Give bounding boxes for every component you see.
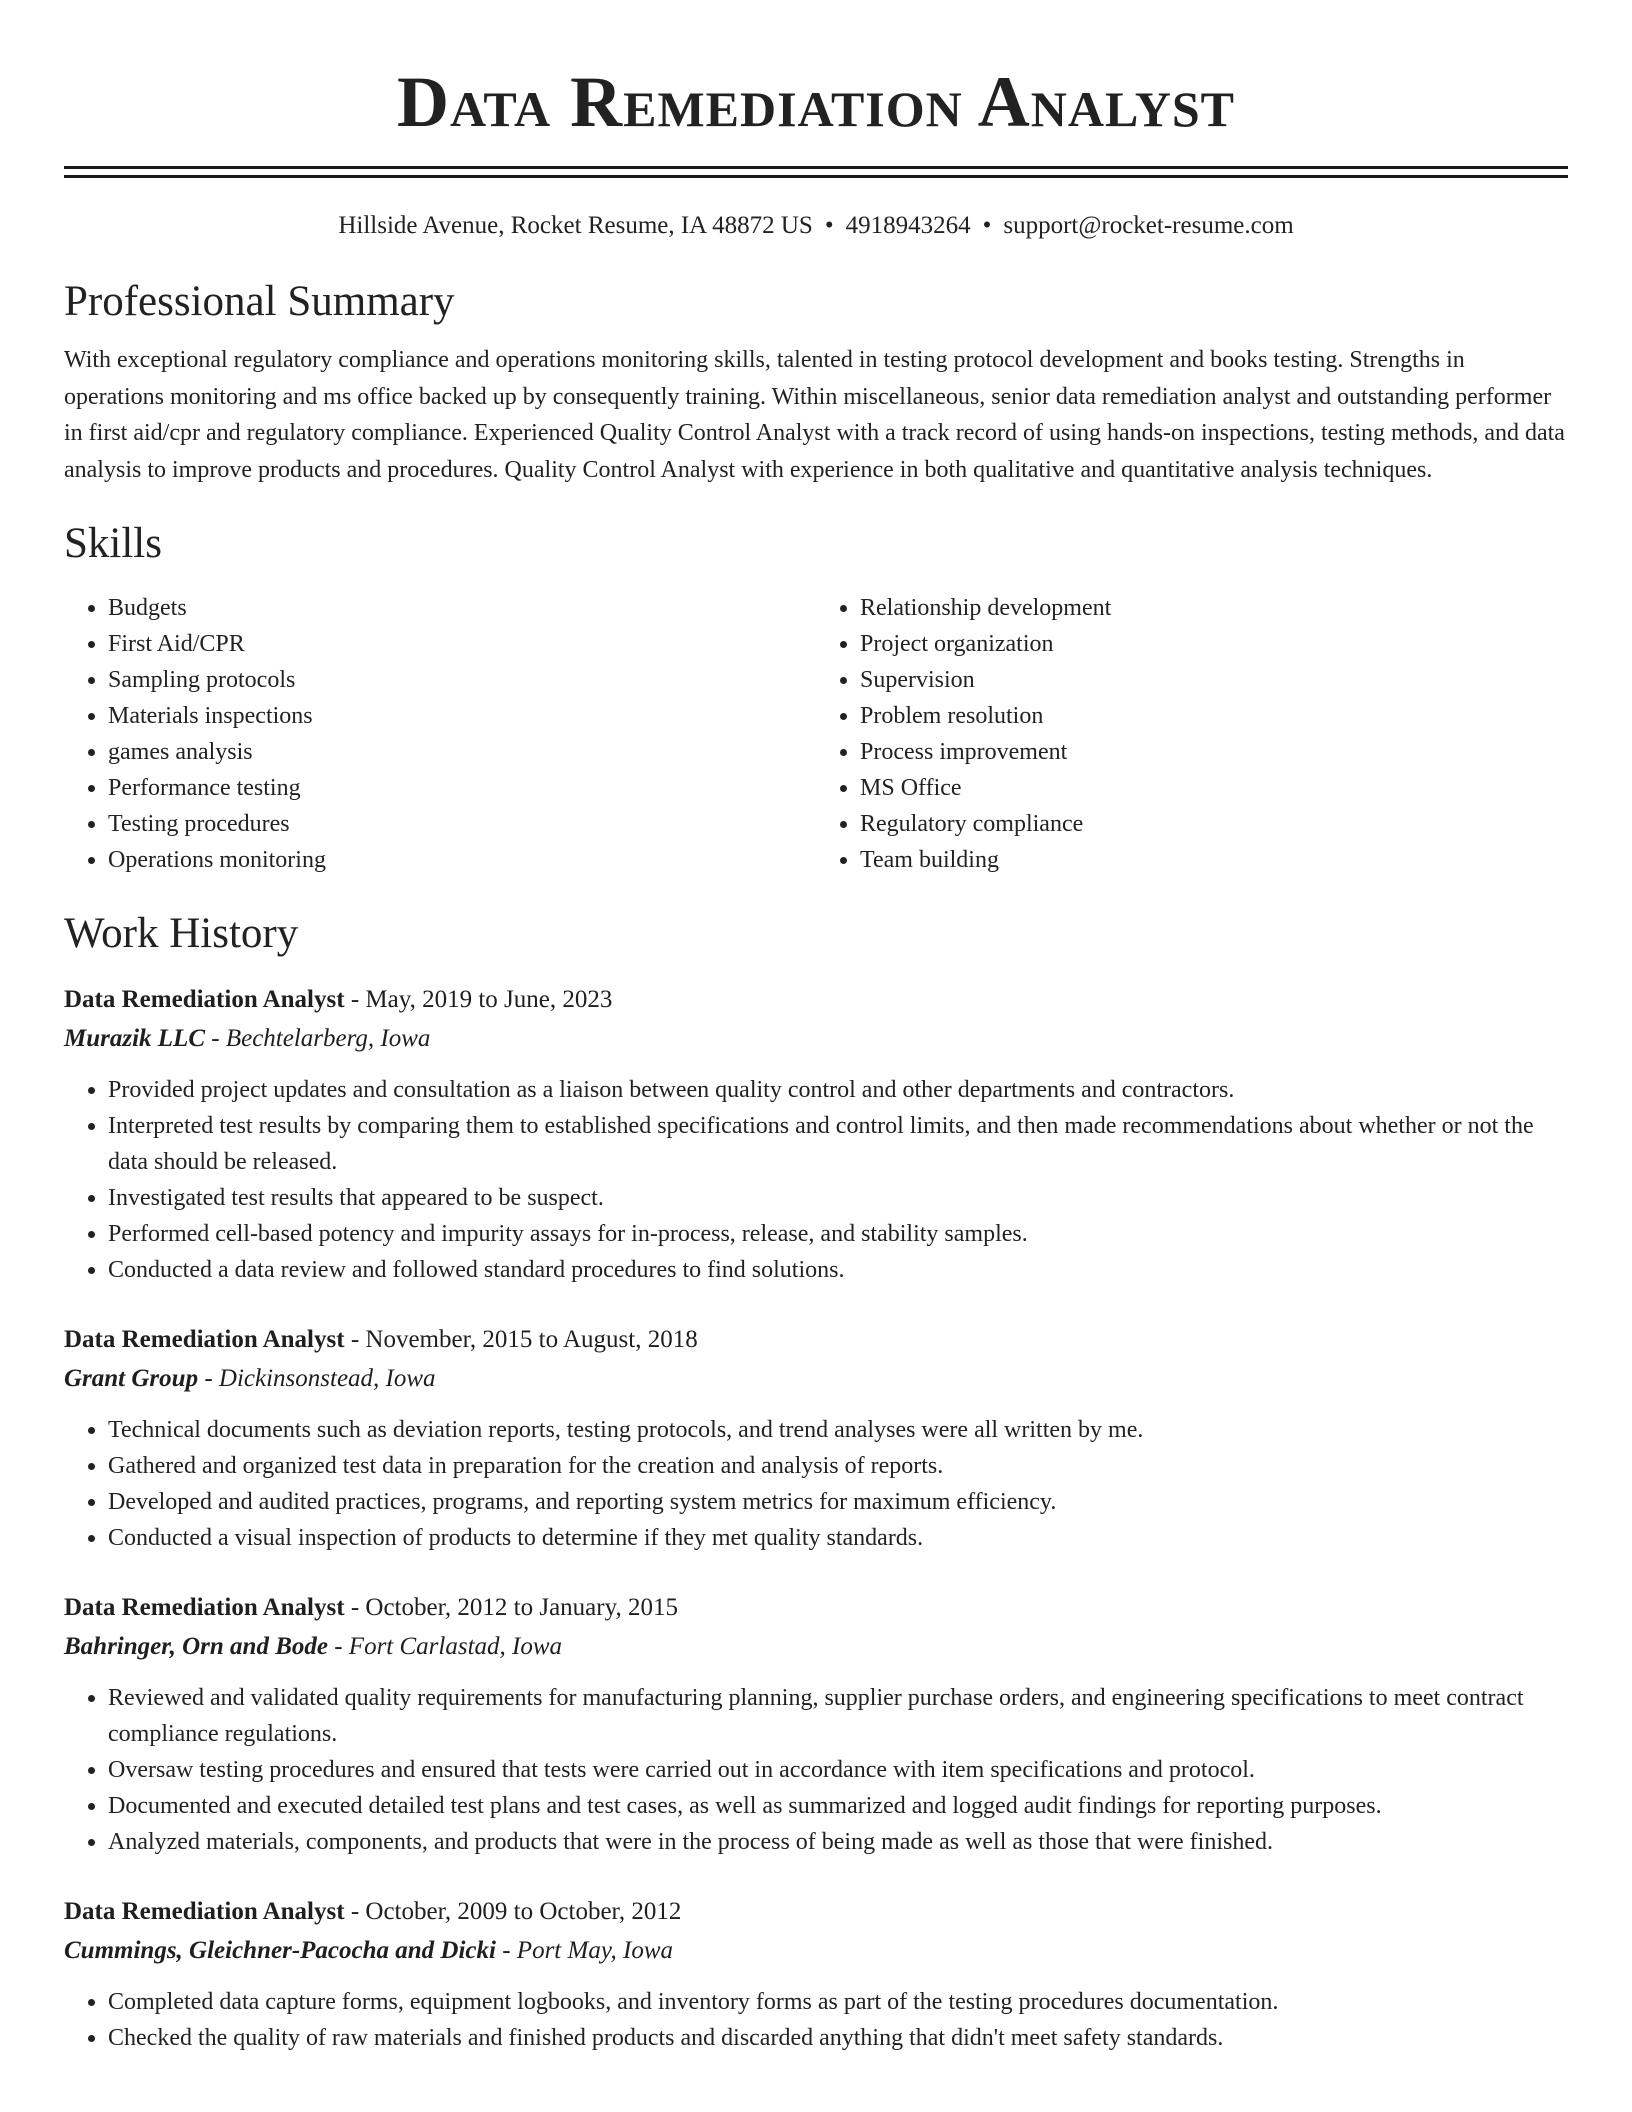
skill-item: • Performance testing [108, 770, 816, 806]
job-title: Data Remediation Analyst [64, 1898, 345, 1925]
job-dash: - [205, 1025, 226, 1052]
skill-item: • Supervision [860, 662, 1568, 698]
job-bullet: • Technical documents such as deviation reports, testing protocols, and trend analyses were all written by me. [108, 1412, 1568, 1448]
skill-item: • MS Office [860, 770, 1568, 806]
job-entry [64, 1588, 1568, 1860]
job-bullets [64, 1412, 1568, 1556]
title-divider-top [64, 166, 1568, 169]
skill-item: • Process improvement [860, 734, 1568, 770]
job-location: Bechtelarberg, Iowa [225, 1025, 431, 1052]
skills-list [64, 590, 1568, 878]
job-bullet: • Performed cell-based potency and impurity assays for in-process, release, and stability samples. [108, 1216, 1568, 1252]
job-bullet: • Provided project updates and consultation as a liaison between quality control and other departments and contractors. [108, 1072, 1568, 1108]
job-entry [64, 1320, 1568, 1556]
job-dates: October, 2009 to October, 2012 [365, 1898, 682, 1925]
job-header [64, 980, 1568, 1020]
skill-item: • Problem resolution [860, 698, 1568, 734]
job-entry [64, 1892, 1568, 2056]
job-dash: - [344, 1326, 366, 1353]
contact-email: support@rocket-resume.com [1003, 212, 1294, 239]
skill-item: • Relationship development [860, 590, 1568, 626]
summary-text: With exceptional regulatory compliance and operations monitoring skills, talented in testing protocol development and books testing. Strengths in operations monitoring and ms office backed up by consequently training. Within miscellaneous, senior data remediation analyst and outstanding performer in first aid/cpr and regulatory compliance. Experienced Quality Control Analyst with a track record of using hands-on inspections, testing methods, and data analysis to improve products and procedures. Quality Control Analyst with experience in both qualitative and quantitative analysis techniques. [64, 347, 1565, 483]
job-bullet: • Checked the quality of raw materials and finished products and discarded anything that didn't meet safety standards. [108, 2020, 1568, 2056]
job-bullet: • Completed data capture forms, equipment logbooks, and inventory forms as part of the testing procedures documentation. [108, 1984, 1568, 2020]
job-bullet: • Conducted a data review and followed standard procedures to find solutions. [108, 1252, 1568, 1288]
job-company-line [64, 1932, 1568, 1970]
job-location: Port May, Iowa [516, 1937, 674, 1964]
job-company: Bahringer, Orn and Bode [64, 1633, 328, 1660]
skills-column-left [64, 590, 816, 878]
contact-separator: • [824, 212, 834, 239]
skill-item: • Budgets [108, 590, 816, 626]
job-dates: November, 2015 to August, 2018 [365, 1326, 698, 1353]
job-bullet: • Oversaw testing procedures and ensured that tests were carried out in accordance with item specifications and protocol. [108, 1752, 1568, 1788]
job-dash: - [198, 1365, 219, 1392]
contact-line [64, 208, 1568, 244]
job-header [64, 1320, 1568, 1360]
job-dash: - [344, 986, 366, 1013]
job-company-line [64, 1628, 1568, 1666]
job-bullet: • Gathered and organized test data in preparation for the creation and analysis of reports. [108, 1448, 1568, 1484]
job-company: Murazik LLC [64, 1025, 206, 1052]
job-company: Grant Group [64, 1365, 199, 1392]
job-location: Fort Carlastad, Iowa [348, 1633, 563, 1660]
resume-title: Data Remediation Analyst [396, 62, 1236, 142]
summary-heading: Professional Summary [64, 278, 455, 325]
job-bullet: • Investigated test results that appeared to be suspect. [108, 1180, 1568, 1216]
job-bullet: • Developed and audited practices, programs, and reporting system metrics for maximum efficiency. [108, 1484, 1568, 1520]
skills-heading: Skills [64, 520, 162, 567]
job-bullet: • Analyzed materials, components, and products that were in the process of being made as well as those that were finished. [108, 1824, 1568, 1860]
job-bullet: • Documented and executed detailed test plans and test cases, as well as summarized and logged audit findings for reporting purposes. [108, 1788, 1568, 1824]
job-dash: - [344, 1594, 366, 1621]
contact-separator: • [982, 212, 992, 239]
job-dash: - [327, 1633, 349, 1660]
job-bullet: • Reviewed and validated quality requirements for manufacturing planning, supplier purchase orders, and engineering specifications to meet contract compliance regulations. [108, 1680, 1568, 1752]
job-bullet: • Conducted a visual inspection of products to determine if they met quality standards. [108, 1520, 1568, 1556]
skill-item: • Regulatory compliance [860, 806, 1568, 842]
job-dates: October, 2012 to January, 2015 [365, 1594, 678, 1621]
contact-address: Hillside Avenue, Rocket Resume, IA 48872 US [338, 212, 813, 239]
job-company: Cummings, Gleichner-Pacocha and Dicki [64, 1937, 496, 1964]
job-entry [64, 980, 1568, 1288]
job-bullets [64, 1984, 1568, 2056]
job-title: Data Remediation Analyst [64, 1594, 345, 1621]
resume-page [64, 0, 1568, 2056]
title-divider-bottom [64, 175, 1568, 178]
skills-column-right [816, 590, 1568, 878]
work-history-heading: Work History [64, 910, 299, 957]
contact-phone: 4918943264 [845, 212, 971, 239]
skill-item: • games analysis [108, 734, 816, 770]
job-company-line [64, 1020, 1568, 1058]
skill-item: • Sampling protocols [108, 662, 816, 698]
skill-item: • First Aid/CPR [108, 626, 816, 662]
job-header [64, 1588, 1568, 1628]
job-dash: - [344, 1898, 366, 1925]
skill-item: • Team building [860, 842, 1568, 878]
job-dash: - [495, 1937, 517, 1964]
job-dates: May, 2019 to June, 2023 [365, 986, 613, 1013]
skill-item: • Project organization [860, 626, 1568, 662]
skill-item: • Operations monitoring [108, 842, 816, 878]
job-title: Data Remediation Analyst [64, 1326, 345, 1353]
job-company-line [64, 1360, 1568, 1398]
skill-item: • Testing procedures [108, 806, 816, 842]
skill-item: • Materials inspections [108, 698, 816, 734]
job-title: Data Remediation Analyst [64, 986, 345, 1013]
job-location: Dickinsonstead, Iowa [218, 1365, 436, 1392]
job-bullets [64, 1072, 1568, 1288]
job-header [64, 1892, 1568, 1932]
job-bullet: • Interpreted test results by comparing them to established specifications and control limits, and then made recommendations about whether or not the data should be released. [108, 1108, 1568, 1180]
job-bullets [64, 1680, 1568, 1860]
